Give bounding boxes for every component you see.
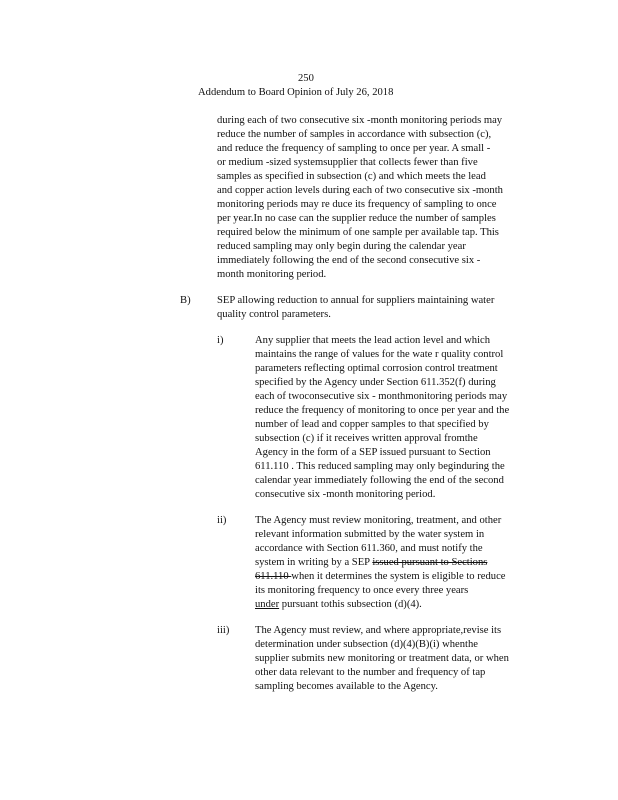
- text-line: other data relevant to the number and frequency of tap: [255, 667, 486, 678]
- text-line: accordance with Section 611.360, and must notify the: [255, 543, 483, 554]
- text-line: during each of two consecutive six -month monitoring periods may: [217, 115, 503, 126]
- text-line: specified by the Agency under Section 611.352(f) during: [255, 377, 496, 388]
- page-subtitle: Addendum to Board Opinion of July 26, 2018: [198, 87, 394, 98]
- text-line: monitoring periods may re duce its frequency of sampling to once: [217, 199, 497, 210]
- text-line: [255, 571, 505, 583]
- struck-text: issued pursuant to Sections: [372, 557, 488, 568]
- text-line: relevant information submitted by the water system in: [255, 529, 485, 540]
- text-line: immediately following the end of the second consecutive six -: [217, 255, 481, 266]
- text-line: samples as specified in subsection (c) and which meets the lead: [217, 171, 486, 182]
- text-line: and reduce the frequency of sampling to once per year. A small -: [217, 143, 491, 154]
- text-line: each of twoconsecutive six - monthmonitoring periods may: [255, 391, 508, 402]
- text-line: sampling becomes available to the Agency.: [255, 681, 438, 692]
- text-line: supplier submits new monitoring or treatment data, or when: [255, 653, 509, 664]
- text-line: reduce the frequency of monitoring to once per year and the: [255, 405, 510, 416]
- text-line: and copper action levels during each of two consecutive six -month: [217, 185, 503, 196]
- struck-text: 611.110: [255, 571, 292, 582]
- text-line: The Agency must review, and where appropriate,revise its: [255, 625, 502, 636]
- text-segment: pursuant tothis subsection (d)(4).: [279, 599, 422, 610]
- section-label: B): [180, 295, 191, 306]
- text-line: reduced sampling may only begin during the calendar year: [217, 241, 466, 252]
- item-label: i): [217, 335, 224, 346]
- text-line: subsection (c) if it receives written approval fromthe: [255, 433, 478, 444]
- text-line: 611.110 . This reduced sampling may only beginduring the: [255, 461, 505, 472]
- text-line: [255, 599, 422, 611]
- text-segment: when it determines the system is eligible to reduce: [291, 571, 506, 582]
- text-line: per year.In no case can the supplier reduce the number of samples: [217, 213, 496, 224]
- page-number: 250: [298, 73, 314, 84]
- text-line: Any supplier that meets the lead action level and which: [255, 335, 491, 346]
- item-label: ii): [217, 515, 227, 526]
- text-line: its monitoring frequency to once every three years: [255, 585, 469, 596]
- text-line: calendar year immediately following the end of the second: [255, 475, 504, 486]
- text-line: [255, 557, 487, 569]
- text-line: parameters reflecting optimal corrosion control treatment: [255, 363, 498, 374]
- text-line: required below the minimum of one sample per available tap. This: [217, 227, 499, 238]
- text-line: quality control parameters.: [217, 309, 331, 320]
- text-line: number of lead and copper samples to that specified by: [255, 419, 489, 430]
- text-line: month monitoring period.: [217, 269, 327, 280]
- text-line: SEP allowing reduction to annual for suppliers maintaining water: [217, 295, 495, 306]
- text-line: maintains the range of values for the wate r quality control: [255, 349, 504, 360]
- text-line: consecutive six -month monitoring period.: [255, 489, 436, 500]
- text-segment: system in writing by a SEP: [255, 557, 373, 568]
- text-line: determination under subsection (d)(4)(B)(i) whenthe: [255, 639, 478, 650]
- item-label: iii): [217, 625, 230, 636]
- text-line: or medium -sized systemsupplier that collects fewer than five: [217, 157, 478, 168]
- text-line: Agency in the form of a SEP issued pursuant to Section: [255, 447, 491, 458]
- text-line: reduce the number of samples in accordance with subsection (c),: [217, 129, 492, 140]
- underlined-text: under: [255, 599, 280, 610]
- text-line: The Agency must review monitoring, treatment, and other: [255, 515, 502, 526]
